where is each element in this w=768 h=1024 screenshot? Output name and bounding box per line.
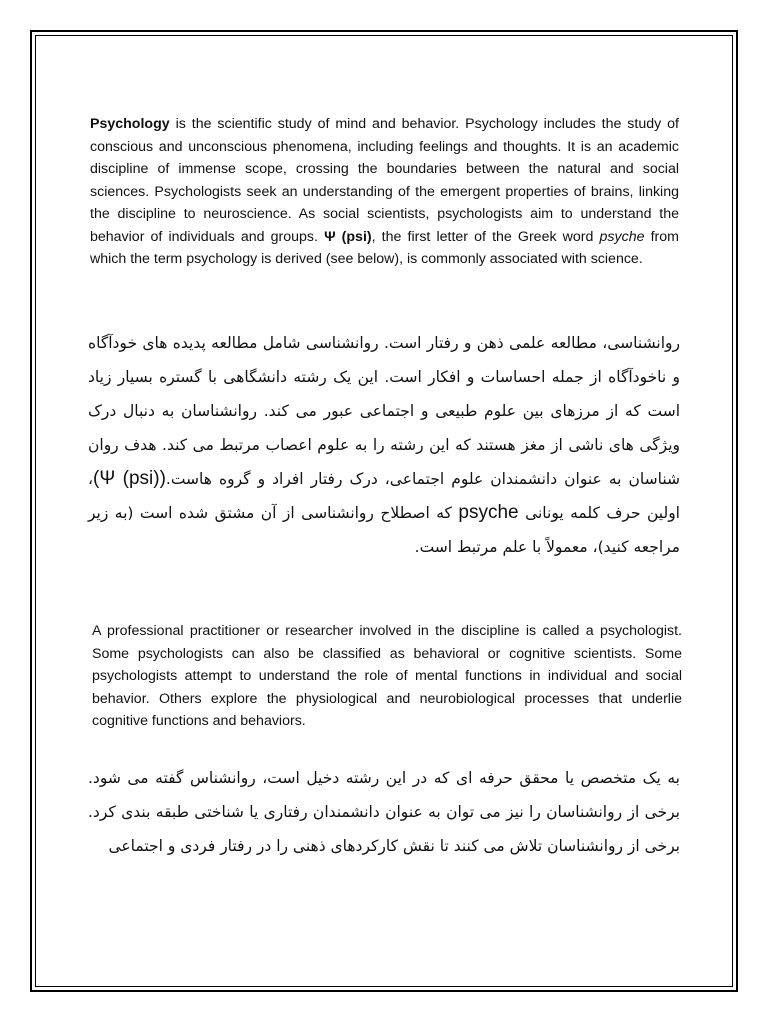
en2-text: A professional practitioner or researcher involved in the discipline is called a psychologist. Some psychologists can also be classified as behavioral or cognitive scientists. Some psychologists attempt to understand the role of mental functions in individual and social behavior. Others explore the physiological and neurobiological processes that underlie cognitive functions and behaviors.: [92, 623, 682, 729]
fa1-psi: (Ψ (psi)): [93, 468, 166, 489]
fa1-text-a: روانشناسی، مطالعه علمی ذهن و رفتار است. روانشناسی شامل مطالعه پدیده های خودآگاه و ناخودآگاه از جمله احساسات و افکار است. این یک رشته دانشگاهی با گستره بسیار زیاد است که از مرزهای بین علوم طبیعی و اجتماعی عبور می کند. روانشناسان به دنبال درک ویژگی های ناشی از مغز هستند که این رشته را به علوم اعصاب مرتبط می کند. هدف روان شناسان به عنوان دانشمندان علوم اجتماعی، درک رفتار افراد و گروه هاست.: [88, 334, 680, 488]
term-psychology: Psychology: [90, 116, 170, 132]
fa1-text-c: که اصطلاح روانشناسی از آن مشتق شده است (به زیر مراجعه کنید)، معمولاً با علم مرتبط است.: [88, 504, 680, 556]
english-paragraph-1: [90, 113, 679, 271]
psi-symbol: Ψ (psi): [324, 228, 372, 245]
persian-paragraph-2: [88, 761, 680, 863]
fa2-text: به یک متخصص یا محقق حرفه ای که در این رشته دخیل است، روانشناس گفته می شود. برخی از روانشناسان را نیز می توان به عنوان دانشمندان رفتاری یا شناختی طبقه بندی کرد. برخی از روانشناسان تلاش می کنند تا نقش کارکردهای ذهنی را در رفتار فردی و اجتماعی: [88, 769, 680, 855]
persian-paragraph-1: [88, 326, 680, 564]
fa1-psyche: psyche: [458, 502, 519, 523]
fa1-text-b: ، اولین حرف کلمه یونانی: [88, 470, 680, 522]
english-paragraph-2: [92, 620, 682, 733]
en1-text-a: is the scientific study of mind and behavior. Psychology includes the study of conscious and unconscious phenomena, including feelings and thoughts. It is an academic discipline of immense scope, crossing the boundaries between the natural and social sciences. Psychologists seek an understanding of the emergent properties of brains, linking the discipline to neuroscience. As social scientists, psychologists aim to understand the behavior of individuals and groups.: [90, 116, 679, 245]
en1-text-b: , the first letter of the Greek word: [371, 228, 600, 245]
psyche-word: psyche: [599, 228, 645, 245]
en1-text-c: from which the term psychology is derived (see below), is commonly associated with science.: [90, 228, 679, 267]
